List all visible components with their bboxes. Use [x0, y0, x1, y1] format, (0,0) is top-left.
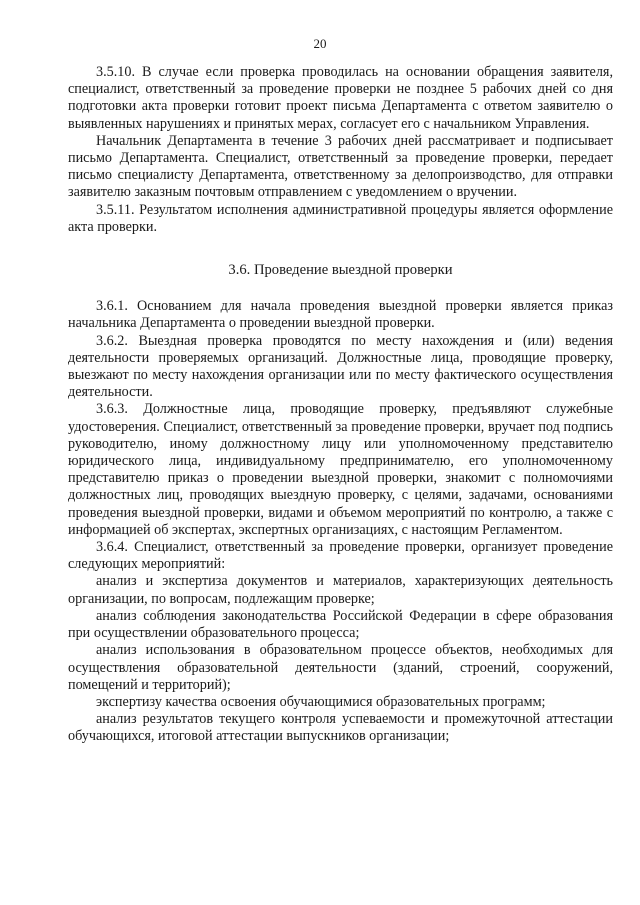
document-body [68, 64, 613, 746]
section-heading-3-6: 3.6. Проведение выездной проверки [228, 262, 453, 279]
paragraph-3-6-3: 3.6.3. Должностные лица, проводящие проверку, предъявляют служебные удостоверения. Специалист, ответственный за проведение проверки, вручает под подпись руководителю, иному должностному лицу или уполномоченному представителю юридического лица, индивидуальному предпринимателю, его уполномоченному представителю приказ о проведении выездной проверки, знакомит с полномочиями должностных лиц, проводящих выездную проверку, с целями, задачами, основаниями проведения выездной проверки, видами и объемом мероприятий по контролю, а также с информацией об экспертах, экспертных организациях, с настоящим Регламентом. [68, 401, 613, 538]
list-item-attestation-analysis: анализ результатов текущего контроля успеваемости и промежуточной аттестации обучающихся, итоговой аттестации выпускников организации; [68, 711, 613, 745]
paragraph-3-5-11: 3.5.11. Результатом исполнения административной процедуры является оформление акта проверки. [68, 201, 613, 235]
paragraph-3-6-1: 3.6.1. Основанием для начала проведения выездной проверки является приказ начальника Департамента о проведении выездной проверки. [68, 298, 613, 332]
paragraph-3-5-10: 3.5.10. В случае если проверка проводилась на основании обращения заявителя, специалист, ответственный за проведение проверки не позднее 5 рабочих дней со дня подготовки акта проверки готовит проект письма Департамента с ответом заявителю о выявленных нарушениях и принятых мерах, согласует его с начальником Управления. [68, 64, 613, 132]
list-item-legislation-compliance: анализ соблюдения законодательства Российской Федерации в сфере образования при осуществлении образовательного процесса; [68, 607, 613, 642]
page-number: 20 [313, 36, 327, 51]
list-item-documents-analysis: анализ и экспертиза документов и материалов, характеризующих деятельность организации, по вопросам, подлежащим проверке; [68, 573, 613, 607]
list-item-quality-expertise: экспертизу качества освоения обучающимися образовательных программ; [96, 693, 546, 710]
paragraph-3-6-4: 3.6.4. Специалист, ответственный за проведение проверки, организует проведение следующих мероприятий: [68, 539, 613, 573]
list-item-facilities-usage: анализ использования в образовательном процессе объектов, необходимых для осуществления образовательной деятельности (зданий, строений, сооружений, помещений и территорий); [68, 642, 613, 693]
paragraph-head-signs-letter: Начальник Департамента в течение 3 рабочих дней рассматривает и подписывает письмо Департамента. Специалист, ответственный за проведение проверки, передает письмо специалисту Департамента, ответственному за делопроизводство, для отправки заявителю заказным почтовым отправлением с уведомлением о вручении. [68, 132, 613, 201]
paragraph-3-6-2: 3.6.2. Выездная проверка проводятся по месту нахождения и (или) ведения деятельности проверяемых организаций. Должностные лица, проводящие проверку, выезжают по месту нахождения организации или по месту фактического осуществления деятельности. [68, 332, 613, 401]
